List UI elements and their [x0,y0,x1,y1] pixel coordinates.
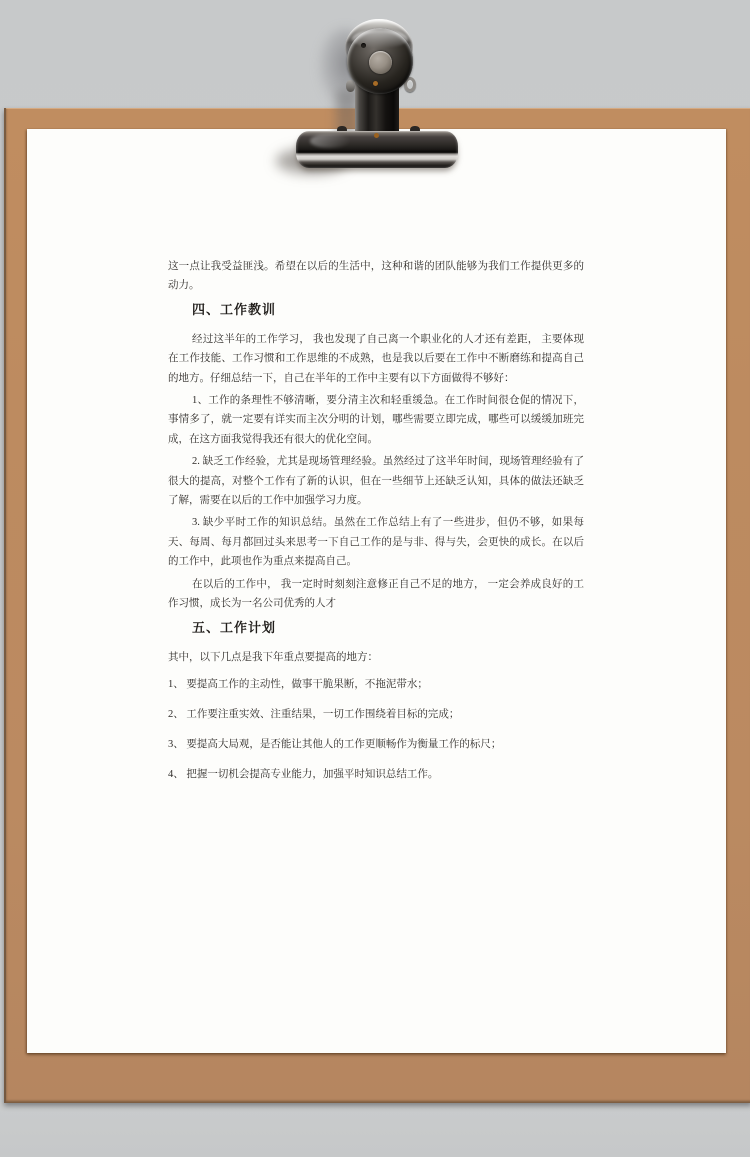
plan-item-4: 4、 把握一切机会提高专业能力，加强平时知识总结工作。 [168,768,439,780]
section-heading-work-lessons: 四、工作教训 [192,301,277,317]
clip-wall-shadow [318,28,370,108]
clip-knob-back-ring [345,19,413,77]
intro-paragraph: 这一点让我受益匪浅。希望在以后的生活中，这种和谐的团队能够为我们工作提供更多的动力。 [168,261,584,292]
clip-left-nub [346,80,355,92]
clip-knob-amber-reflection [373,81,378,86]
clip-hanger-hook [404,77,416,92]
clip-knob-hole [369,51,392,74]
clip-knob-screw-dot [361,43,366,48]
lessons-closing-paragraph: 在以后的工作中， 我一定时时刻刻注意修正自己不足的地方， 一定会养成良好的工作习惯，成长为一名公司优秀的人才 [168,578,584,610]
plan-item-1: 1、 要提高工作的主动性，做事干脆果断，不拖泥带水； [168,678,428,690]
plan-item-2: 2、 工作要注重实效、注重结果，一切工作围绕着目标的完成； [168,708,460,720]
clip-knob-highlight [352,30,408,48]
lessons-item-1: 1、工作的条理性不够清晰，要分清主次和轻重缓急。在工作时间很仓促的情况下，事情多了，就一定要有详实而主次分明的计划，哪些需要立即完成，哪些可以缓缓加班完成，在这方面我觉得我还有很大的优化空间。 [168,395,584,445]
plan-item-3: 3、 要提高大局观，是否能让其他人的工作更顺畅作为衡量工作的标尺； [168,738,502,750]
paper-sheet [27,129,726,1053]
lessons-item-2: 2. 缺乏工作经验，尤其是现场管理经验。虽然经过了这半年时间，现场管理经验有了很大的提高，对整个工作有了新的认识，但在一些细节上还缺乏认知，具体的做法还缺乏了解，需要在以后的工作中加强学习力度。 [168,456,584,507]
document-text [27,129,726,1053]
lessons-lead-paragraph: 经过这半年的工作学习， 我也发现了自己离一个职业化的人才还有差距， 主要体现在工作技能、工作习惯和工作思维的不成熟，也是我以后要在工作中不断磨练和提高自己的地方。仔细总结一下，自己在半年的工作中主要有以下方面做得不够好： [168,333,584,384]
plan-lead-paragraph: 其中，以下几点是我下年重点要提高的地方： [168,651,378,663]
clip-knob [347,28,413,94]
lessons-item-3: 3. 缺少平时工作的知识总结。虽然在工作总结上有了一些进步，但仍不够，如果每天、每周、每月都回过头来思考一下自己工作的是与非、得与失，会更快的成长。在以后的工作中，此项也作为重点来提高自己。 [168,517,584,568]
section-heading-work-plan: 五、工作计划 [192,619,277,635]
